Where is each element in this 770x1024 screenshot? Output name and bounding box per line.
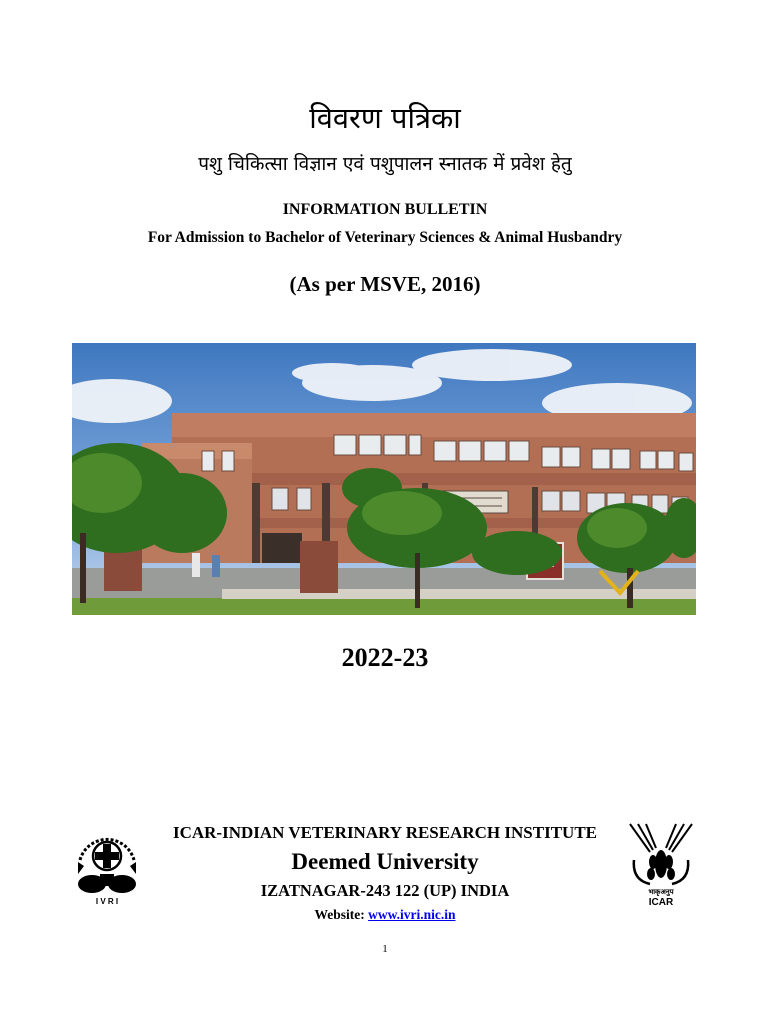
regulation-line: (As per MSVE, 2016)	[289, 272, 481, 296]
campus-photo	[72, 343, 696, 615]
icar-logo-hindi-text: भाकृअनुप	[648, 888, 674, 896]
hindi-title: विवरण पत्रिका	[309, 101, 461, 135]
website-label: Website:	[314, 907, 365, 922]
page-number: 1	[382, 943, 388, 955]
hindi-subtitle: पशु चिकित्सा विज्ञान एवं पशुपालन स्नातक में प्रवेश हेतु	[198, 153, 572, 175]
bulletin-title: INFORMATION BULLETIN	[282, 201, 488, 218]
university-status: Deemed University	[291, 849, 479, 874]
academic-year: 2022-23	[341, 643, 429, 672]
institute-name: ICAR-INDIAN VETERINARY RESEARCH INSTITUTE	[172, 823, 597, 842]
website-line	[0, 907, 770, 923]
icar-logo-text: ICAR	[648, 897, 674, 908]
address: IZATNAGAR-243 122 (UP) INDIA	[260, 881, 510, 900]
icar-logo	[620, 822, 702, 908]
ivri-logo-text: I V R I	[95, 897, 119, 906]
admission-line: For Admission to Bachelor of Veterinary Sciences & Animal Husbandry	[147, 229, 623, 246]
website-link[interactable]: www.ivri.nic.in	[368, 907, 456, 922]
